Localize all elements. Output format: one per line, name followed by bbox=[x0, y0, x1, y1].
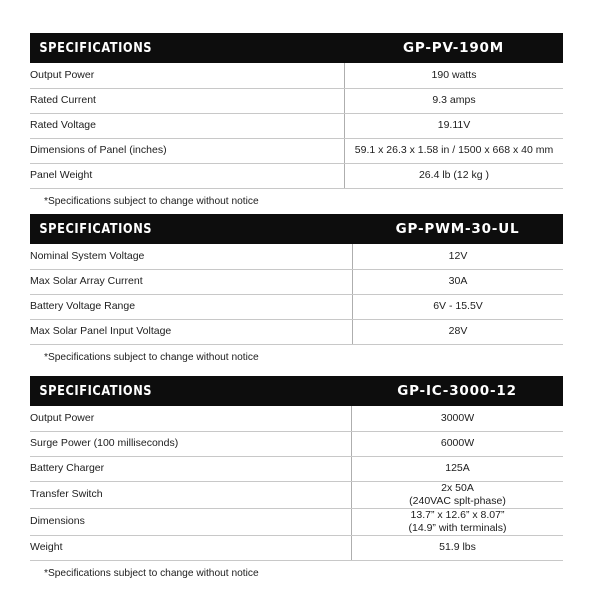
spec-label: Nominal System Voltage bbox=[30, 244, 353, 269]
table-row bbox=[30, 88, 563, 113]
spec-label: Rated Current bbox=[30, 88, 345, 113]
spec-label: Dimensions bbox=[30, 508, 352, 535]
spec-header-model-1: GP-PWM-30-UL bbox=[395, 221, 520, 237]
spec-value: 6000W bbox=[352, 431, 564, 456]
spec-header-model-0: GP-PV-190M bbox=[403, 40, 504, 56]
spec-label: Dimensions of Panel (inches) bbox=[30, 138, 345, 163]
spec-header-model-2: GP-IC-3000-12 bbox=[397, 383, 517, 399]
spec-label: Output Power bbox=[30, 63, 345, 88]
spec-value: 19.11V bbox=[345, 113, 564, 138]
spec-table-1 bbox=[30, 244, 563, 345]
spec-label: Battery Charger bbox=[30, 456, 352, 481]
table-row bbox=[30, 481, 563, 508]
spec-block-gp-pwm-30-ul bbox=[30, 214, 563, 363]
spec-value: 26.4 lb (12 kg ) bbox=[345, 163, 564, 188]
spec-value: 59.1 x 26.3 x 1.58 in / 1500 x 668 x 40 mm bbox=[345, 138, 564, 163]
spec-footnote-2: *Specifications subject to change without notice bbox=[44, 568, 259, 579]
spec-label: Transfer Switch bbox=[30, 481, 352, 508]
table-row bbox=[30, 406, 563, 431]
table-row bbox=[30, 63, 563, 88]
spec-value: 12V bbox=[353, 244, 564, 269]
table-row bbox=[30, 536, 563, 561]
table-row bbox=[30, 269, 563, 294]
spec-footnote-1: *Specifications subject to change without notice bbox=[44, 351, 259, 363]
spec-block-gp-ic-3000-12 bbox=[30, 376, 563, 579]
spec-header-bar-0 bbox=[30, 33, 563, 63]
spec-value: 3000W bbox=[352, 406, 564, 431]
spec-value bbox=[352, 508, 564, 535]
spec-footnote-0: *Specifications subject to change without notice bbox=[44, 195, 259, 207]
spec-label: Battery Voltage Range bbox=[30, 294, 353, 319]
table-row bbox=[30, 163, 563, 188]
table-row bbox=[30, 138, 563, 163]
spec-label: Weight bbox=[30, 536, 352, 561]
table-row bbox=[30, 508, 563, 535]
table-row bbox=[30, 431, 563, 456]
spec-label: Max Solar Panel Input Voltage bbox=[30, 319, 353, 344]
spec-label: Max Solar Array Current bbox=[30, 269, 353, 294]
table-row bbox=[30, 113, 563, 138]
spec-header-title-1: SPECIFICATIONS bbox=[39, 221, 153, 237]
spec-value-line-1: 13.7” x 12.6” x 8.07” bbox=[410, 508, 505, 521]
spec-table-0 bbox=[30, 63, 563, 189]
spec-block-gp-pv-190m bbox=[30, 33, 563, 207]
spec-value: 28V bbox=[353, 319, 564, 344]
spec-label: Output Power bbox=[30, 406, 352, 431]
spec-header-bar-1 bbox=[30, 214, 563, 244]
spec-header-title-0: SPECIFICATIONS bbox=[39, 40, 153, 56]
table-row bbox=[30, 294, 563, 319]
spec-value-line-2: (14.9” with terminals) bbox=[408, 521, 507, 534]
spec-value: 51.9 lbs bbox=[352, 536, 564, 561]
spec-header-title-2: SPECIFICATIONS bbox=[39, 383, 153, 399]
spec-value: 125A bbox=[352, 456, 564, 481]
spec-value-line-2: (240VAC splt-phase) bbox=[409, 494, 506, 507]
spec-label: Rated Voltage bbox=[30, 113, 345, 138]
spec-label: Surge Power (100 milliseconds) bbox=[30, 431, 352, 456]
spec-value: 190 watts bbox=[345, 63, 564, 88]
spec-header-bar-2 bbox=[30, 376, 563, 406]
spec-value-line-1: 2x 50A bbox=[441, 481, 474, 494]
spec-table-2 bbox=[30, 406, 563, 561]
spec-value: 9.3 amps bbox=[345, 88, 564, 113]
table-row bbox=[30, 456, 563, 481]
spec-value: 30A bbox=[353, 269, 564, 294]
table-row bbox=[30, 244, 563, 269]
spec-value: 6V - 15.5V bbox=[353, 294, 564, 319]
spec-label: Panel Weight bbox=[30, 163, 345, 188]
spec-value bbox=[352, 481, 564, 508]
table-row bbox=[30, 319, 563, 344]
